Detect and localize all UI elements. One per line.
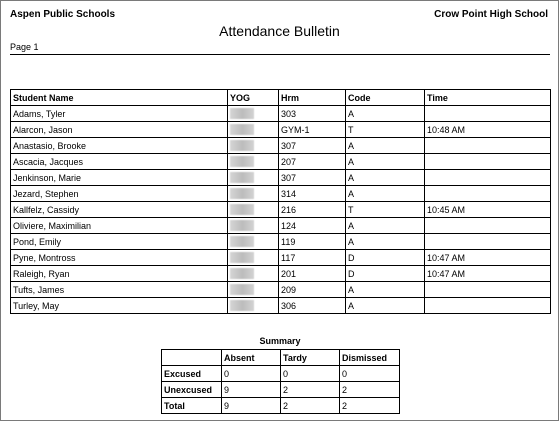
- attendance-code: A: [346, 138, 425, 154]
- attendance-code: A: [346, 106, 425, 122]
- redacted-yog: [230, 284, 254, 295]
- column-header-time: Time: [425, 90, 551, 106]
- table-row: [11, 282, 551, 298]
- student-name: Turley, May: [11, 298, 228, 314]
- page-number: Page 1: [10, 42, 39, 52]
- redacted-yog: [230, 236, 254, 247]
- summary-row-unexcused: [162, 382, 400, 398]
- redacted-yog: [230, 172, 254, 183]
- redacted-yog: [230, 108, 254, 119]
- summary-row-excused: [162, 366, 400, 382]
- yog-cell: [228, 218, 279, 234]
- homeroom: 119: [279, 234, 346, 250]
- student-name: Tufts, James: [11, 282, 228, 298]
- student-name: Jenkinson, Marie: [11, 170, 228, 186]
- yog-cell: [228, 138, 279, 154]
- attendance-code: A: [346, 186, 425, 202]
- district-name: Aspen Public Schools: [10, 9, 116, 20]
- attendance-code: T: [346, 202, 425, 218]
- attendance-code: A: [346, 154, 425, 170]
- summary-header-absent: Absent: [222, 350, 281, 366]
- homeroom: 117: [279, 250, 346, 266]
- student-name: Oliviere, Maximilian: [11, 218, 228, 234]
- summary-tardy-count: 2: [281, 398, 340, 414]
- header-divider: [10, 54, 550, 55]
- attendance-code: D: [346, 266, 425, 282]
- attendance-code: A: [346, 234, 425, 250]
- homeroom: GYM-1: [279, 122, 346, 138]
- summary-row-total: [162, 398, 400, 414]
- summary-row-label: Excused: [162, 366, 222, 382]
- report-title: Attendance Bulletin: [219, 23, 340, 39]
- student-name: Kallfelz, Cassidy: [11, 202, 228, 218]
- redacted-yog: [230, 252, 254, 263]
- summary-dismissed-count: 2: [340, 398, 400, 414]
- table-row: [11, 154, 551, 170]
- attendance-time: [425, 138, 551, 154]
- student-name: Alarcon, Jason: [11, 122, 228, 138]
- table-row: [11, 202, 551, 218]
- yog-cell: [228, 154, 279, 170]
- attendance-time: [425, 282, 551, 298]
- redacted-yog: [230, 204, 254, 215]
- summary-header-dismissed: Dismissed: [340, 350, 400, 366]
- homeroom: 207: [279, 154, 346, 170]
- attendance-time: [425, 154, 551, 170]
- table-row: [11, 218, 551, 234]
- summary-dismissed-count: 0: [340, 366, 400, 382]
- table-row: [11, 106, 551, 122]
- attendance-time: [425, 170, 551, 186]
- summary-dismissed-count: 2: [340, 382, 400, 398]
- attendance-time: 10:45 AM: [425, 202, 551, 218]
- attendance-time: [425, 218, 551, 234]
- table-row: [11, 234, 551, 250]
- attendance-time: [425, 298, 551, 314]
- homeroom: 307: [279, 170, 346, 186]
- redacted-yog: [230, 188, 254, 199]
- school-name: Crow Point High School: [434, 9, 548, 20]
- summary-absent-count: 9: [222, 398, 281, 414]
- redacted-yog: [230, 140, 254, 151]
- column-header-homeroom: Hrm: [279, 90, 346, 106]
- homeroom: 307: [279, 138, 346, 154]
- redacted-yog: [230, 156, 254, 167]
- summary-header-row: [162, 350, 400, 366]
- attendance-time: [425, 186, 551, 202]
- student-name: Jezard, Stephen: [11, 186, 228, 202]
- attendance-time: 10:47 AM: [425, 266, 551, 282]
- summary-absent-count: 0: [222, 366, 281, 382]
- summary-corner-cell: [162, 350, 222, 366]
- redacted-yog: [230, 268, 254, 279]
- attendance-time: 10:48 AM: [425, 122, 551, 138]
- summary-tardy-count: 2: [281, 382, 340, 398]
- column-header-student-name: Student Name: [11, 90, 228, 106]
- yog-cell: [228, 186, 279, 202]
- summary-row-label: Total: [162, 398, 222, 414]
- redacted-yog: [230, 220, 254, 231]
- summary-tardy-count: 0: [281, 366, 340, 382]
- table-row: [11, 298, 551, 314]
- table-row: [11, 186, 551, 202]
- student-name: Pyne, Montross: [11, 250, 228, 266]
- attendance-time: 10:47 AM: [425, 250, 551, 266]
- homeroom: 201: [279, 266, 346, 282]
- attendance-header-row: [11, 90, 551, 106]
- attendance-code: A: [346, 218, 425, 234]
- homeroom: 124: [279, 218, 346, 234]
- student-name: Raleigh, Ryan: [11, 266, 228, 282]
- yog-cell: [228, 234, 279, 250]
- column-header-code: Code: [346, 90, 425, 106]
- yog-cell: [228, 170, 279, 186]
- yog-cell: [228, 122, 279, 138]
- yog-cell: [228, 202, 279, 218]
- yog-cell: [228, 282, 279, 298]
- attendance-code: A: [346, 170, 425, 186]
- homeroom: 314: [279, 186, 346, 202]
- summary-row-label: Unexcused: [162, 382, 222, 398]
- column-header-yog: YOG: [228, 90, 279, 106]
- homeroom: 209: [279, 282, 346, 298]
- homeroom: 306: [279, 298, 346, 314]
- attendance-time: [425, 106, 551, 122]
- table-row: [11, 170, 551, 186]
- table-row: [11, 122, 551, 138]
- student-name: Ascacia, Jacques: [11, 154, 228, 170]
- student-name: Anastasio, Brooke: [11, 138, 228, 154]
- table-row: [11, 138, 551, 154]
- yog-cell: [228, 298, 279, 314]
- redacted-yog: [230, 300, 254, 311]
- homeroom: 303: [279, 106, 346, 122]
- attendance-time: [425, 234, 551, 250]
- summary-title: Summary: [259, 336, 301, 346]
- attendance-code: T: [346, 122, 425, 138]
- summary-table: [161, 349, 400, 414]
- summary-absent-count: 9: [222, 382, 281, 398]
- yog-cell: [228, 250, 279, 266]
- student-name: Pond, Emily: [11, 234, 228, 250]
- yog-cell: [228, 106, 279, 122]
- attendance-table: [10, 89, 551, 314]
- table-row: [11, 266, 551, 282]
- table-row: [11, 250, 551, 266]
- yog-cell: [228, 266, 279, 282]
- attendance-code: D: [346, 250, 425, 266]
- redacted-yog: [230, 124, 254, 135]
- attendance-code: A: [346, 282, 425, 298]
- attendance-code: A: [346, 298, 425, 314]
- student-name: Adams, Tyler: [11, 106, 228, 122]
- homeroom: 216: [279, 202, 346, 218]
- summary-header-tardy: Tardy: [281, 350, 340, 366]
